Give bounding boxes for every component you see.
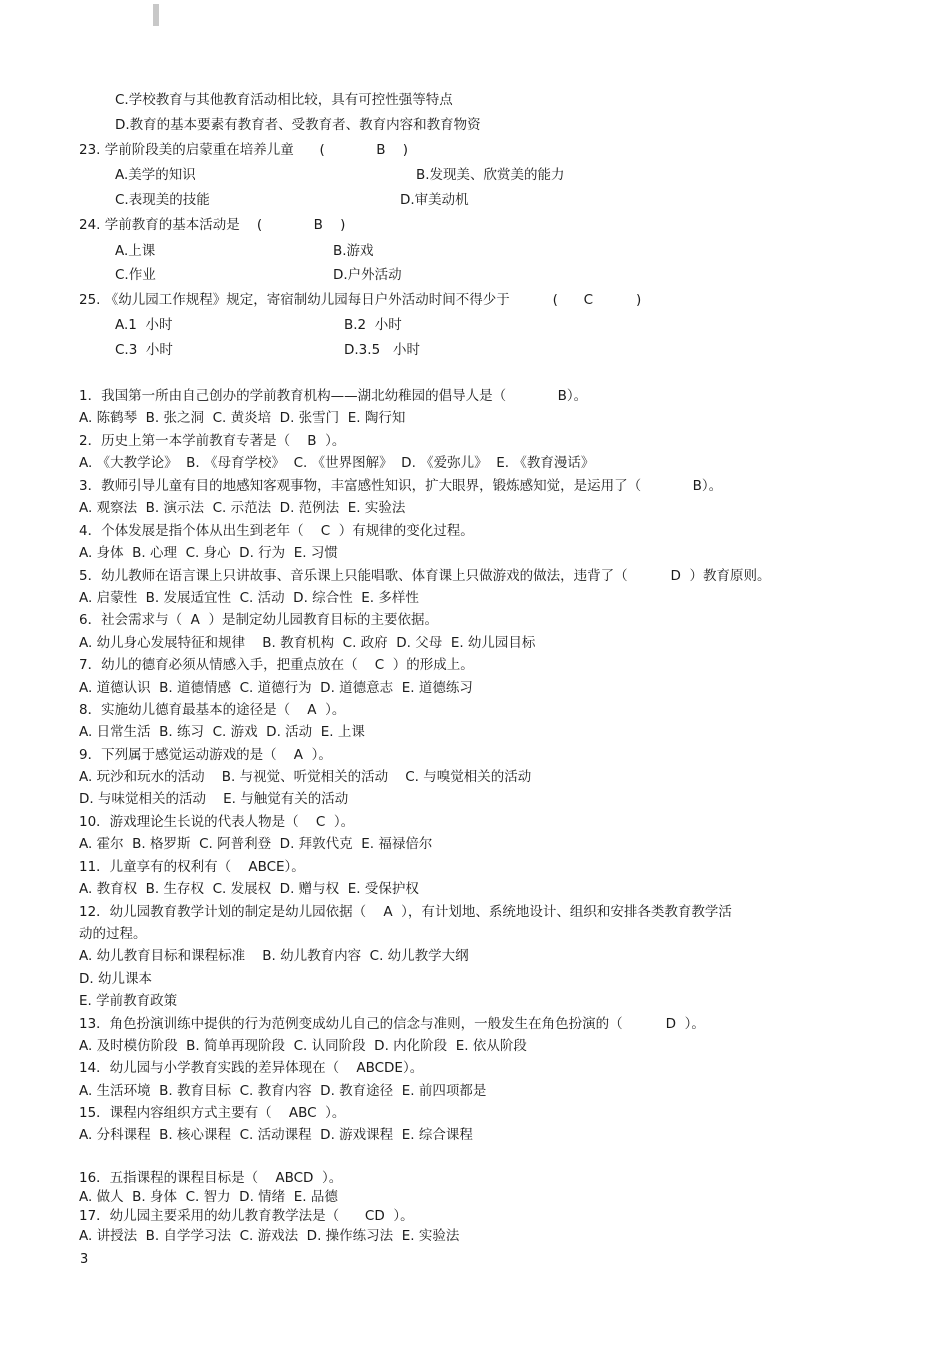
text-line: B.2 小时 xyxy=(344,317,402,333)
text-line: A. 《大教学论》 B. 《母育学校》 C. 《世界图解》 D. 《爱弥儿》 E. 《教育漫话》 xyxy=(79,455,595,471)
text-line: 6．社会需求与（ A ）是制定幼儿园教育目标的主要依据。 xyxy=(79,612,438,628)
text-line: 7．幼儿的德育必须从情感入手，把重点放在（ C ）的形成上。 xyxy=(79,657,474,673)
text-line: 24. 学前教育的基本活动是 ( B ) xyxy=(79,217,346,233)
text-line: A. 道德认识 B. 道德情感 C. 道德行为 D. 道德意志 E. 道德练习 xyxy=(79,680,473,696)
text-line: D.教育的基本要素有教育者、受教育者、教育内容和教育物资 xyxy=(115,117,481,133)
text-line: 2．历史上第一本学前教育专著是（ B ）。 xyxy=(79,433,346,449)
text-line: 9．下列属于感觉运动游戏的是（ A ）。 xyxy=(79,747,332,763)
text-line: 3．教师引导儿童有目的地感知客观事物，丰富感性知识，扩大眼界，锻炼感知觉，是运用了（ B）。 xyxy=(79,478,723,494)
text-line: A. 身体 B. 心理 C. 身心 D. 行为 E. 习惯 xyxy=(79,545,338,561)
text-line: A. 做人 B. 身体 C. 智力 D. 情绪 E. 品德 xyxy=(79,1189,338,1205)
text-line: 13．角色扮演训练中提供的行为范例变成幼儿自己的信念与准则，一般发生在角色扮演的（ D ）。 xyxy=(79,1016,705,1032)
text-line: A. 观察法 B. 演示法 C. 示范法 D. 范例法 E. 实验法 xyxy=(79,500,406,516)
text-line: D.3.5 小时 xyxy=(344,342,421,358)
text-line: 动的过程。 xyxy=(79,926,147,942)
scan-mark xyxy=(153,4,159,26)
text-line: A. 教育权 B. 生存权 C. 发展权 D. 赠与权 E. 受保护权 xyxy=(79,881,419,897)
text-line: A. 陈鹤琴 B. 张之洞 C. 黄炎培 D. 张雪门 E. 陶行知 xyxy=(79,410,406,426)
text-line: B.游戏 xyxy=(333,243,374,259)
text-line: 5．幼儿教师在语言课上只讲故事、音乐课上只能唱歌、体育课上只做游戏的做法，违背了（ D ）教育原则。 xyxy=(79,568,771,584)
text-line: 1．我国第一所由自己创办的学前教育机构——湖北幼稚园的倡导人是（ B）。 xyxy=(79,388,588,404)
text-line: D. 幼儿课本 xyxy=(79,971,152,987)
text-line: A. 及时模仿阶段 B. 简单再现阶段 C. 认同阶段 D. 内化阶段 E. 依从阶段 xyxy=(79,1038,527,1054)
text-line: A.1 小时 xyxy=(115,317,173,333)
text-line: 4．个体发展是指个体从出生到老年（ C ）有规律的变化过程。 xyxy=(79,523,474,539)
text-line: 12．幼儿园教育教学计划的制定是幼儿园依据（ A ），有计划地、系统地设计、组织和安排各类教育教学活 xyxy=(79,904,732,920)
text-line: A. 玩沙和玩水的活动 B. 与视觉、听觉相关的活动 C. 与嗅觉相关的活动 xyxy=(79,769,532,785)
text-line: 23. 学前阶段美的启蒙重在培养儿童 ( B ) xyxy=(79,142,408,158)
text-line: D.审美动机 xyxy=(400,192,469,208)
text-line: A. 霍尔 B. 格罗斯 C. 阿普利登 D. 拜敦代克 E. 福禄倍尔 xyxy=(79,836,433,852)
text-line: C.3 小时 xyxy=(115,342,173,358)
text-line: 11．儿童享有的权利有（ ABCE）。 xyxy=(79,859,305,875)
text-line: A. 幼儿身心发展特征和规律 B. 教育机构 C. 政府 D. 父母 E. 幼儿园目标 xyxy=(79,635,536,651)
text-line: C.作业 xyxy=(115,267,156,283)
text-line: A. 生活环境 B. 教育目标 C. 教育内容 D. 教育途径 E. 前四项都是 xyxy=(79,1083,487,1099)
text-line: E. 学前教育政策 xyxy=(79,993,178,1009)
text-line: A. 讲授法 B. 自学学习法 C. 游戏法 D. 操作练习法 E. 实验法 xyxy=(79,1228,460,1244)
text-line: B.发现美、欣赏美的能力 xyxy=(416,167,565,183)
text-line: A.上课 xyxy=(115,243,156,259)
text-line: 25. 《幼儿园工作规程》规定，寄宿制幼儿园每日户外活动时间不得少于 ( C ) xyxy=(79,292,642,308)
text-line: D. 与味觉相关的活动 E. 与触觉有关的活动 xyxy=(79,791,349,807)
page-number: 3 xyxy=(80,1252,89,1267)
text-line: A. 启蒙性 B. 发展适宜性 C. 活动 D. 综合性 E. 多样性 xyxy=(79,590,419,606)
text-line: A.美学的知识 xyxy=(115,167,196,183)
text-line: 17．幼儿园主要采用的幼儿教育教学法是（ CD ）。 xyxy=(79,1208,414,1224)
text-line: A. 幼儿教育目标和课程标准 B. 幼儿教育内容 C. 幼儿教学大纲 xyxy=(79,948,469,964)
text-line: D.户外活动 xyxy=(333,267,402,283)
text-line: C.学校教育与其他教育活动相比较，具有可控性强等特点 xyxy=(115,92,453,108)
text-line: 10．游戏理论生长说的代表人物是（ C ）。 xyxy=(79,814,355,830)
text-line: 8．实施幼儿德育最基本的途径是（ A ）。 xyxy=(79,702,346,718)
text-line: A. 日常生活 B. 练习 C. 游戏 D. 活动 E. 上课 xyxy=(79,724,365,740)
text-line: 16．五指课程的课程目标是（ ABCD ）。 xyxy=(79,1170,343,1186)
text-line: 15．课程内容组织方式主要有（ ABC ）。 xyxy=(79,1105,346,1121)
text-line: 14．幼儿园与小学教育实践的差异体现在（ ABCDE）。 xyxy=(79,1060,424,1076)
text-line: A. 分科课程 B. 核心课程 C. 活动课程 D. 游戏课程 E. 综合课程 xyxy=(79,1127,473,1143)
text-line: C.表现美的技能 xyxy=(115,192,210,208)
